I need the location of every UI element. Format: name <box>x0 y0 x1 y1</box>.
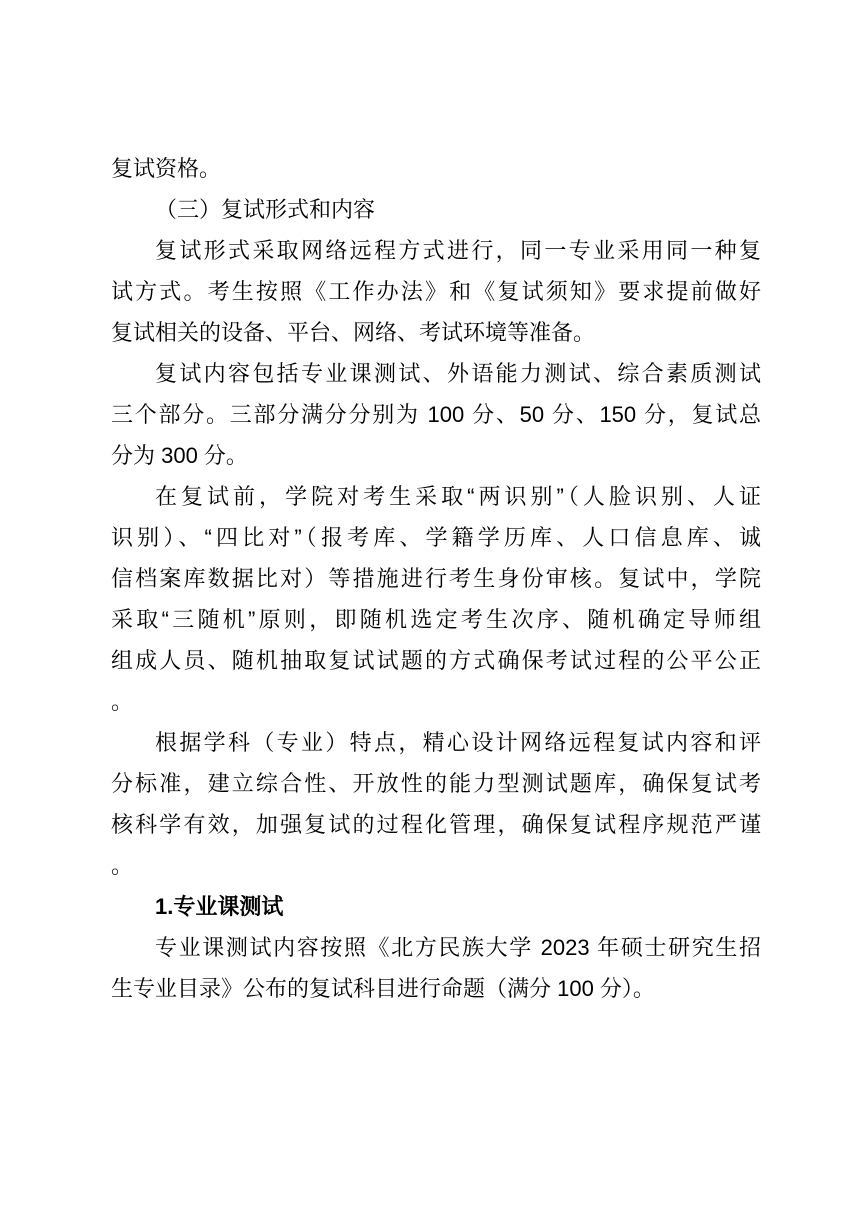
document-body <box>111 148 761 1009</box>
numbered-heading: 1.专业课测试 <box>155 894 284 919</box>
text-line: 分为 300 分。 <box>111 443 248 468</box>
text-line: 分标准，建立综合性、开放性的能力型测试题库，确保复试考 <box>111 771 761 796</box>
text-line: 采取“三随机”原则，即随机选定考生次序、随机确定导师组 <box>111 607 761 632</box>
text-line: 试方式。考生按照《工作办法》和《复试须知》要求提前做好 <box>111 279 761 304</box>
text-line: 在复试前，学院对考生采取“两识别”（人脸识别、人证 <box>155 484 761 509</box>
text-line: 复试相关的设备、平台、网络、考试环境等准备。 <box>111 320 596 345</box>
text-line: 三个部分。三部分满分分别为 100 分、50 分、150 分，复试总 <box>111 402 761 427</box>
text-line: 识别）、“四比对”（报考库、学籍学历库、人口信息库、诚 <box>111 525 761 550</box>
text-line: 根据学科（专业）特点，精心设计网络远程复试内容和评 <box>155 730 761 755</box>
text-line: 信档案库数据比对）等措施进行考生身份审核。复试中，学院 <box>111 566 761 591</box>
text-line: 。 <box>111 689 134 714</box>
text-line: 复试内容包括专业课测试、外语能力测试、综合素质测试 <box>155 361 761 386</box>
section-heading: （三）复试形式和内容 <box>155 197 376 222</box>
text-line: 专业课测试内容按照《北方民族大学 2023 年硕士研究生招 <box>155 935 761 960</box>
text-line: 复试形式采取网络远程方式进行，同一专业采用同一种复 <box>155 238 761 263</box>
text-line: 。 <box>111 853 134 878</box>
text-line: 生专业目录》公布的复试科目进行命题（满分 100 分）。 <box>111 976 655 1001</box>
text-line: 复试资格。 <box>111 156 222 181</box>
text-line: 组成人员、随机抽取复试试题的方式确保考试过程的公平公正 <box>111 648 761 673</box>
text-line: 核科学有效，加强复试的过程化管理，确保复试程序规范严谨 <box>111 812 761 837</box>
